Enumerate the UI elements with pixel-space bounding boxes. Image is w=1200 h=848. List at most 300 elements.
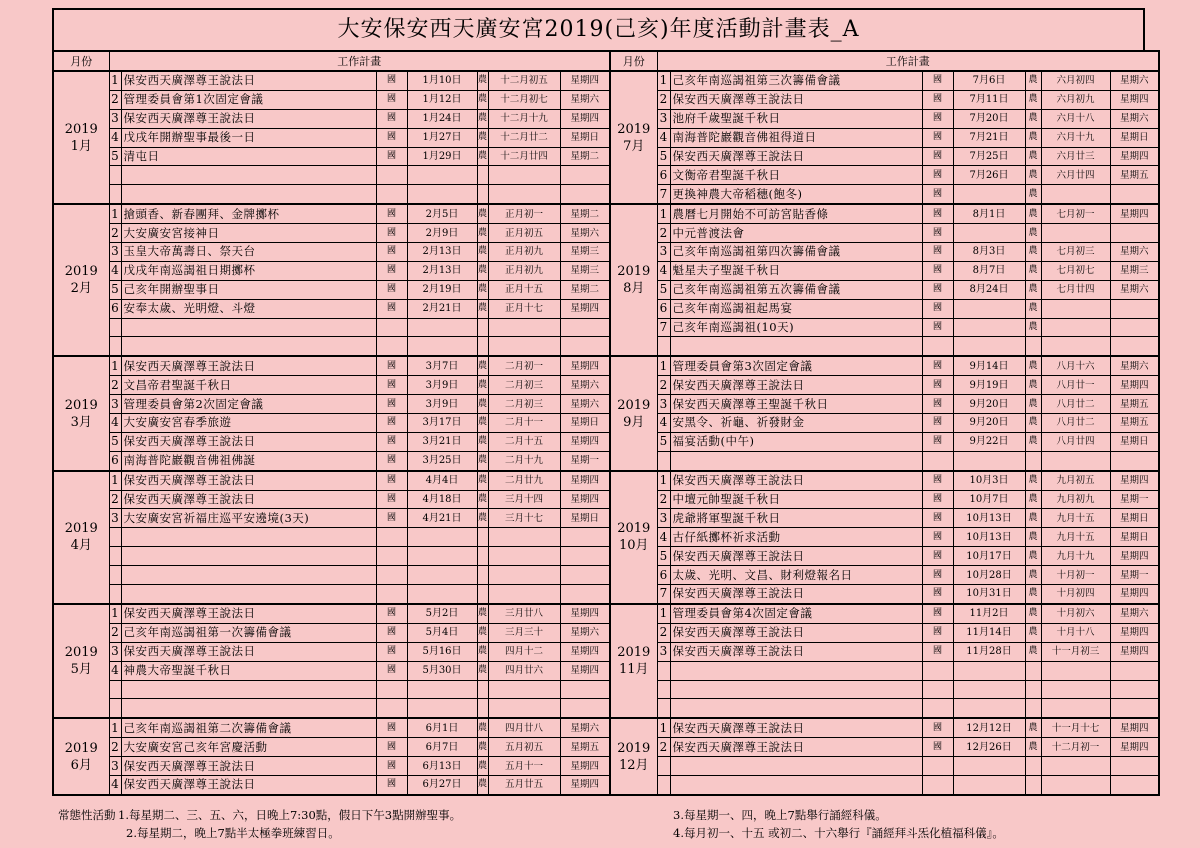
weekday: 星期四 — [560, 71, 610, 90]
task-name: 己亥年開辦聖事日 — [121, 280, 376, 299]
calendar-type — [922, 699, 953, 718]
task-name: 大安廣安宮接神日 — [121, 224, 376, 243]
calendar-type: 國 — [922, 604, 953, 623]
lunar-marker — [477, 566, 488, 585]
solar-date — [953, 318, 1025, 337]
solar-date: 11月14日 — [953, 623, 1025, 642]
solar-date: 3月25日 — [407, 451, 477, 470]
lunar-date — [488, 585, 560, 604]
lunar-marker: 農 — [1025, 414, 1041, 433]
schedule-row — [53, 261, 1159, 280]
lunar-date: 八月廿四 — [1041, 432, 1110, 451]
solar-date — [407, 585, 477, 604]
schedule-row — [53, 509, 1159, 528]
task-name: 保安西天廣澤尊王說法日 — [670, 90, 922, 109]
calendar-type: 國 — [376, 395, 407, 414]
lunar-date: 十二月廿四 — [488, 147, 560, 166]
task-name — [121, 680, 376, 699]
weekday: 星期六 — [1110, 280, 1159, 299]
task-name: 文昌帝君聖誕千秋日 — [121, 376, 376, 395]
solar-date: 1月10日 — [407, 71, 477, 90]
task-name: 保安西天廣澤尊王說法日 — [121, 604, 376, 623]
solar-date: 9月22日 — [953, 432, 1025, 451]
solar-date: 10月31日 — [953, 585, 1025, 604]
solar-date: 10月7日 — [953, 490, 1025, 509]
lunar-marker: 農 — [477, 71, 488, 90]
item-number: 3 — [109, 757, 121, 776]
item-number: 5 — [109, 432, 121, 451]
lunar-marker: 農 — [1025, 356, 1041, 375]
task-name — [121, 585, 376, 604]
lunar-marker: 農 — [1025, 528, 1041, 547]
lunar-date: 十月初一 — [1041, 566, 1110, 585]
lunar-date — [1041, 224, 1110, 243]
schedule-row — [53, 90, 1159, 109]
header-row — [53, 51, 1159, 71]
weekday: 星期六 — [1110, 243, 1159, 262]
lunar-marker: 農 — [1025, 547, 1041, 566]
weekday: 星期四 — [1110, 204, 1159, 223]
task-name — [121, 699, 376, 718]
weekday: 星期四 — [560, 299, 610, 318]
calendar-type: 國 — [376, 224, 407, 243]
lunar-marker: 農 — [477, 376, 488, 395]
lunar-marker — [1025, 661, 1041, 680]
task-name — [121, 185, 376, 204]
schedule-row — [53, 661, 1159, 680]
item-number: 5 — [657, 280, 670, 299]
lunar-date: 三月三十 — [488, 623, 560, 642]
task-name — [121, 318, 376, 337]
weekday: 星期四 — [1110, 718, 1159, 737]
lunar-date: 十二月初五 — [488, 71, 560, 90]
solar-date — [953, 224, 1025, 243]
task-name: 太歲、光明、文昌、財利燈報名日 — [670, 566, 922, 585]
item-number: 1 — [657, 71, 670, 90]
lunar-marker: 農 — [1025, 490, 1041, 509]
item-number: 2 — [109, 90, 121, 109]
item-number: 4 — [109, 414, 121, 433]
solar-date: 6月13日 — [407, 757, 477, 776]
task-name — [670, 451, 922, 470]
calendar-type: 國 — [376, 128, 407, 147]
lunar-date — [1041, 699, 1110, 718]
calendar-type: 國 — [922, 185, 953, 204]
lunar-date — [1041, 318, 1110, 337]
weekday: 星期一 — [1110, 490, 1159, 509]
lunar-marker: 農 — [1025, 147, 1041, 166]
calendar-type: 國 — [376, 204, 407, 223]
lunar-date: 四月廿六 — [488, 661, 560, 680]
weekday: 星期六 — [560, 395, 610, 414]
lunar-marker: 農 — [1025, 509, 1041, 528]
lunar-marker: 農 — [477, 224, 488, 243]
weekday — [560, 528, 610, 547]
task-name: 更換神農大帝稻穗(飽冬) — [670, 185, 922, 204]
lunar-marker: 農 — [1025, 224, 1041, 243]
task-name: 保安西天廣澤尊王說法日 — [670, 147, 922, 166]
item-number: 2 — [657, 224, 670, 243]
lunar-date: 六月十九 — [1041, 128, 1110, 147]
lunar-date — [1041, 451, 1110, 470]
schedule-row — [53, 299, 1159, 318]
schedule-row — [53, 224, 1159, 243]
lunar-marker: 農 — [1025, 604, 1041, 623]
lunar-date: 八月廿二 — [1041, 395, 1110, 414]
task-name: 保安西天廣澤尊王說法日 — [121, 71, 376, 90]
calendar-type: 國 — [922, 414, 953, 433]
schedule-row — [53, 337, 1159, 356]
lunar-date: 四月廿八 — [488, 718, 560, 737]
calendar-type: 國 — [376, 642, 407, 661]
lunar-marker: 農 — [1025, 471, 1041, 490]
lunar-date: 七月初三 — [1041, 243, 1110, 262]
weekday: 星期四 — [1110, 623, 1159, 642]
month-header: 月份 — [53, 51, 109, 71]
schedule-row — [53, 280, 1159, 299]
item-number: 5 — [109, 280, 121, 299]
solar-date — [953, 337, 1025, 356]
task-name: 保安西天廣澤尊王說法日 — [670, 471, 922, 490]
calendar-type — [922, 451, 953, 470]
calendar-type — [376, 680, 407, 699]
item-number: 2 — [657, 490, 670, 509]
lunar-date: 正月十五 — [488, 280, 560, 299]
calendar-type: 國 — [922, 585, 953, 604]
lunar-date: 六月初四 — [1041, 71, 1110, 90]
solar-date — [953, 775, 1025, 794]
item-number — [109, 680, 121, 699]
schedule-row — [53, 71, 1159, 90]
lunar-date: 五月初五 — [488, 738, 560, 757]
weekday: 星期日 — [1110, 509, 1159, 528]
task-name: 安黑令、祈龜、祈發財金 — [670, 414, 922, 433]
task-name: 保安西天廣澤尊王說法日 — [121, 757, 376, 776]
weekday — [560, 585, 610, 604]
item-number: 4 — [657, 414, 670, 433]
task-name: 中元普渡法會 — [670, 224, 922, 243]
weekday: 星期六 — [560, 623, 610, 642]
lunar-date: 二月初三 — [488, 395, 560, 414]
lunar-marker: 農 — [1025, 299, 1041, 318]
task-name: 己亥年南巡謁祖(10天) — [670, 318, 922, 337]
calendar-type: 國 — [922, 261, 953, 280]
lunar-date — [488, 699, 560, 718]
lunar-marker — [477, 585, 488, 604]
lunar-marker: 農 — [477, 471, 488, 490]
task-name: 保安西天廣澤尊王說法日 — [121, 356, 376, 375]
solar-date — [407, 185, 477, 204]
lunar-marker: 農 — [1025, 109, 1041, 128]
lunar-marker: 農 — [477, 299, 488, 318]
weekday: 星期六 — [560, 718, 610, 737]
calendar-type: 國 — [376, 299, 407, 318]
lunar-date — [488, 318, 560, 337]
calendar-type: 國 — [376, 471, 407, 490]
lunar-date: 正月初五 — [488, 224, 560, 243]
solar-date: 12月26日 — [953, 738, 1025, 757]
note-2: 2.每星期二，晚上7點半太極拳班練習日。 — [126, 826, 340, 840]
item-number: 7 — [657, 585, 670, 604]
calendar-type: 國 — [922, 71, 953, 90]
weekday: 星期四 — [560, 604, 610, 623]
lunar-marker: 農 — [477, 738, 488, 757]
work-header: 工作計畫 — [657, 51, 1159, 71]
lunar-marker — [477, 547, 488, 566]
solar-date: 6月1日 — [407, 718, 477, 737]
solar-date: 2月5日 — [407, 204, 477, 223]
weekday — [1110, 299, 1159, 318]
item-number: 2 — [657, 90, 670, 109]
task-name — [670, 661, 922, 680]
schedule-row — [53, 451, 1159, 470]
solar-date — [407, 528, 477, 547]
task-name: 己亥年南巡謁祖第二次籌備會議 — [121, 718, 376, 737]
calendar-type: 國 — [376, 280, 407, 299]
calendar-type: 國 — [376, 623, 407, 642]
weekday: 星期二 — [560, 147, 610, 166]
lunar-marker: 農 — [1025, 718, 1041, 737]
calendar-type: 國 — [922, 566, 953, 585]
month-header: 月份 — [610, 51, 657, 71]
item-number: 5 — [657, 147, 670, 166]
weekday: 星期四 — [1110, 147, 1159, 166]
calendar-type: 國 — [376, 757, 407, 776]
solar-date: 9月20日 — [953, 414, 1025, 433]
weekday — [1110, 661, 1159, 680]
solar-date: 1月24日 — [407, 109, 477, 128]
solar-date: 11月28日 — [953, 642, 1025, 661]
solar-date: 2月21日 — [407, 299, 477, 318]
solar-date: 2月13日 — [407, 261, 477, 280]
lunar-marker: 農 — [477, 243, 488, 262]
task-name: 保安西天廣澤尊王說法日 — [121, 109, 376, 128]
weekday: 星期四 — [1110, 738, 1159, 757]
lunar-date: 六月廿四 — [1041, 166, 1110, 185]
lunar-marker: 農 — [477, 661, 488, 680]
lunar-date — [1041, 680, 1110, 699]
calendar-type — [376, 337, 407, 356]
item-number: 1 — [109, 71, 121, 90]
solar-date: 6月7日 — [407, 738, 477, 757]
weekday: 星期四 — [560, 432, 610, 451]
task-name: 己亥年南巡謁祖第三次籌備會議 — [670, 71, 922, 90]
schedule-table — [52, 50, 1160, 796]
schedule-row — [53, 642, 1159, 661]
schedule-row — [53, 432, 1159, 451]
task-name — [121, 337, 376, 356]
weekday: 星期一 — [1110, 566, 1159, 585]
weekday — [560, 699, 610, 718]
lunar-marker: 農 — [1025, 204, 1041, 223]
calendar-type: 國 — [922, 109, 953, 128]
item-number: 3 — [657, 109, 670, 128]
schedule-row — [53, 356, 1159, 375]
weekday: 星期三 — [560, 261, 610, 280]
schedule-row — [53, 243, 1159, 262]
lunar-marker: 農 — [1025, 432, 1041, 451]
solar-date: 5月2日 — [407, 604, 477, 623]
lunar-marker: 農 — [1025, 566, 1041, 585]
task-name: 保安西天廣澤尊王說法日 — [670, 376, 922, 395]
item-number: 4 — [657, 528, 670, 547]
schedule-sheet — [52, 8, 1149, 796]
calendar-type: 國 — [376, 109, 407, 128]
lunar-marker: 農 — [1025, 185, 1041, 204]
weekday: 星期四 — [1110, 547, 1159, 566]
task-name: 搶頭香、新春團拜、金牌擲杯 — [121, 204, 376, 223]
item-number: 5 — [657, 432, 670, 451]
note-1: 1.每星期二、三、五、六，日晚上7:30點，假日下午3點開辦聖事。 — [118, 808, 462, 822]
lunar-date: 八月廿二 — [1041, 414, 1110, 433]
task-name: 己亥年南巡謁祖第四次籌備會議 — [670, 243, 922, 262]
item-number: 6 — [657, 166, 670, 185]
lunar-date: 七月廿四 — [1041, 280, 1110, 299]
weekday: 星期二 — [560, 280, 610, 299]
weekday: 星期六 — [1110, 356, 1159, 375]
item-number: 1 — [657, 204, 670, 223]
weekday: 星期五 — [1110, 166, 1159, 185]
item-number: 6 — [657, 299, 670, 318]
note-4: 4.每月初一、十五 或初二、十六舉行『誦經拜斗炁化植福科儀』。 — [673, 826, 1004, 840]
lunar-marker: 農 — [477, 642, 488, 661]
task-name — [670, 775, 922, 794]
weekday — [560, 337, 610, 356]
lunar-marker — [477, 337, 488, 356]
item-number: 2 — [109, 224, 121, 243]
solar-date: 2月9日 — [407, 224, 477, 243]
lunar-date — [488, 528, 560, 547]
lunar-date: 正月初九 — [488, 261, 560, 280]
task-name: 保安西天廣澤尊王說法日 — [670, 547, 922, 566]
task-name: 保安西天廣澤尊王說法日 — [670, 738, 922, 757]
item-number: 1 — [109, 356, 121, 375]
calendar-type: 國 — [922, 90, 953, 109]
item-number: 6 — [109, 451, 121, 470]
lunar-date — [1041, 337, 1110, 356]
calendar-type: 國 — [376, 604, 407, 623]
calendar-type: 國 — [922, 224, 953, 243]
lunar-marker: 農 — [477, 414, 488, 433]
calendar-type: 國 — [376, 738, 407, 757]
item-number: 1 — [657, 356, 670, 375]
calendar-type: 國 — [922, 280, 953, 299]
lunar-date: 正月初九 — [488, 243, 560, 262]
lunar-date: 正月初一 — [488, 204, 560, 223]
task-name: 己亥年南巡謁祖起馬宴 — [670, 299, 922, 318]
month-label: 2019 12月 — [610, 718, 657, 795]
task-name: 保安西天廣澤尊王說法日 — [121, 490, 376, 509]
schedule-row — [53, 604, 1159, 623]
solar-date — [407, 699, 477, 718]
weekday: 星期日 — [1110, 128, 1159, 147]
solar-date — [953, 699, 1025, 718]
weekday — [1110, 680, 1159, 699]
lunar-marker: 農 — [477, 604, 488, 623]
schedule-row — [53, 318, 1159, 337]
lunar-marker: 農 — [477, 775, 488, 794]
item-number: 2 — [109, 738, 121, 757]
lunar-date: 六月十八 — [1041, 109, 1110, 128]
lunar-date: 十二月初一 — [1041, 738, 1110, 757]
lunar-marker: 農 — [1025, 585, 1041, 604]
weekday: 星期六 — [1110, 71, 1159, 90]
solar-date — [407, 680, 477, 699]
calendar-type: 國 — [922, 642, 953, 661]
lunar-marker: 農 — [1025, 128, 1041, 147]
calendar-type: 國 — [376, 490, 407, 509]
lunar-date: 二月初三 — [488, 376, 560, 395]
item-number: 3 — [657, 395, 670, 414]
item-number: 3 — [109, 395, 121, 414]
lunar-marker: 農 — [477, 109, 488, 128]
item-number: 1 — [109, 718, 121, 737]
calendar-type: 國 — [376, 376, 407, 395]
lunar-date: 十月初六 — [1041, 604, 1110, 623]
lunar-marker: 農 — [1025, 166, 1041, 185]
lunar-marker: 農 — [477, 280, 488, 299]
lunar-marker — [1025, 451, 1041, 470]
solar-date: 8月1日 — [953, 204, 1025, 223]
solar-date: 3月7日 — [407, 356, 477, 375]
solar-date: 4月4日 — [407, 471, 477, 490]
lunar-date: 十二月初七 — [488, 90, 560, 109]
item-number: 1 — [109, 204, 121, 223]
solar-date — [407, 318, 477, 337]
item-number — [657, 661, 670, 680]
calendar-type: 國 — [376, 432, 407, 451]
calendar-type — [376, 528, 407, 547]
task-name — [670, 680, 922, 699]
lunar-marker: 農 — [477, 490, 488, 509]
task-name: 中壇元帥聖誕千秋日 — [670, 490, 922, 509]
item-number — [109, 585, 121, 604]
lunar-date — [1041, 757, 1110, 776]
calendar-type: 國 — [922, 204, 953, 223]
task-name — [670, 699, 922, 718]
schedule-row — [53, 147, 1159, 166]
item-number — [109, 699, 121, 718]
weekday — [560, 318, 610, 337]
lunar-date: 正月十七 — [488, 299, 560, 318]
lunar-date — [488, 566, 560, 585]
solar-date: 2月19日 — [407, 280, 477, 299]
solar-date: 7月20日 — [953, 109, 1025, 128]
lunar-date — [488, 680, 560, 699]
task-name: 古仔紙擲杯祈求活動 — [670, 528, 922, 547]
lunar-marker — [1025, 699, 1041, 718]
task-name: 管理委員會第3次固定會議 — [670, 356, 922, 375]
item-number — [657, 680, 670, 699]
schedule-row — [53, 204, 1159, 223]
item-number — [109, 318, 121, 337]
lunar-date: 二月十五 — [488, 432, 560, 451]
month-label: 2019 11月 — [610, 604, 657, 718]
item-number: 2 — [657, 376, 670, 395]
task-name: 保安西天廣澤尊王說法日 — [670, 642, 922, 661]
item-number: 1 — [109, 604, 121, 623]
item-number: 6 — [657, 566, 670, 585]
task-name: 己亥年南巡謁祖第五次籌備會議 — [670, 280, 922, 299]
lunar-marker — [1025, 680, 1041, 699]
lunar-marker: 農 — [1025, 642, 1041, 661]
weekday: 星期四 — [1110, 90, 1159, 109]
task-name: 管理委員會第1次固定會議 — [121, 90, 376, 109]
calendar-type: 國 — [922, 147, 953, 166]
calendar-type: 國 — [922, 395, 953, 414]
lunar-marker: 農 — [1025, 376, 1041, 395]
solar-date: 9月20日 — [953, 395, 1025, 414]
